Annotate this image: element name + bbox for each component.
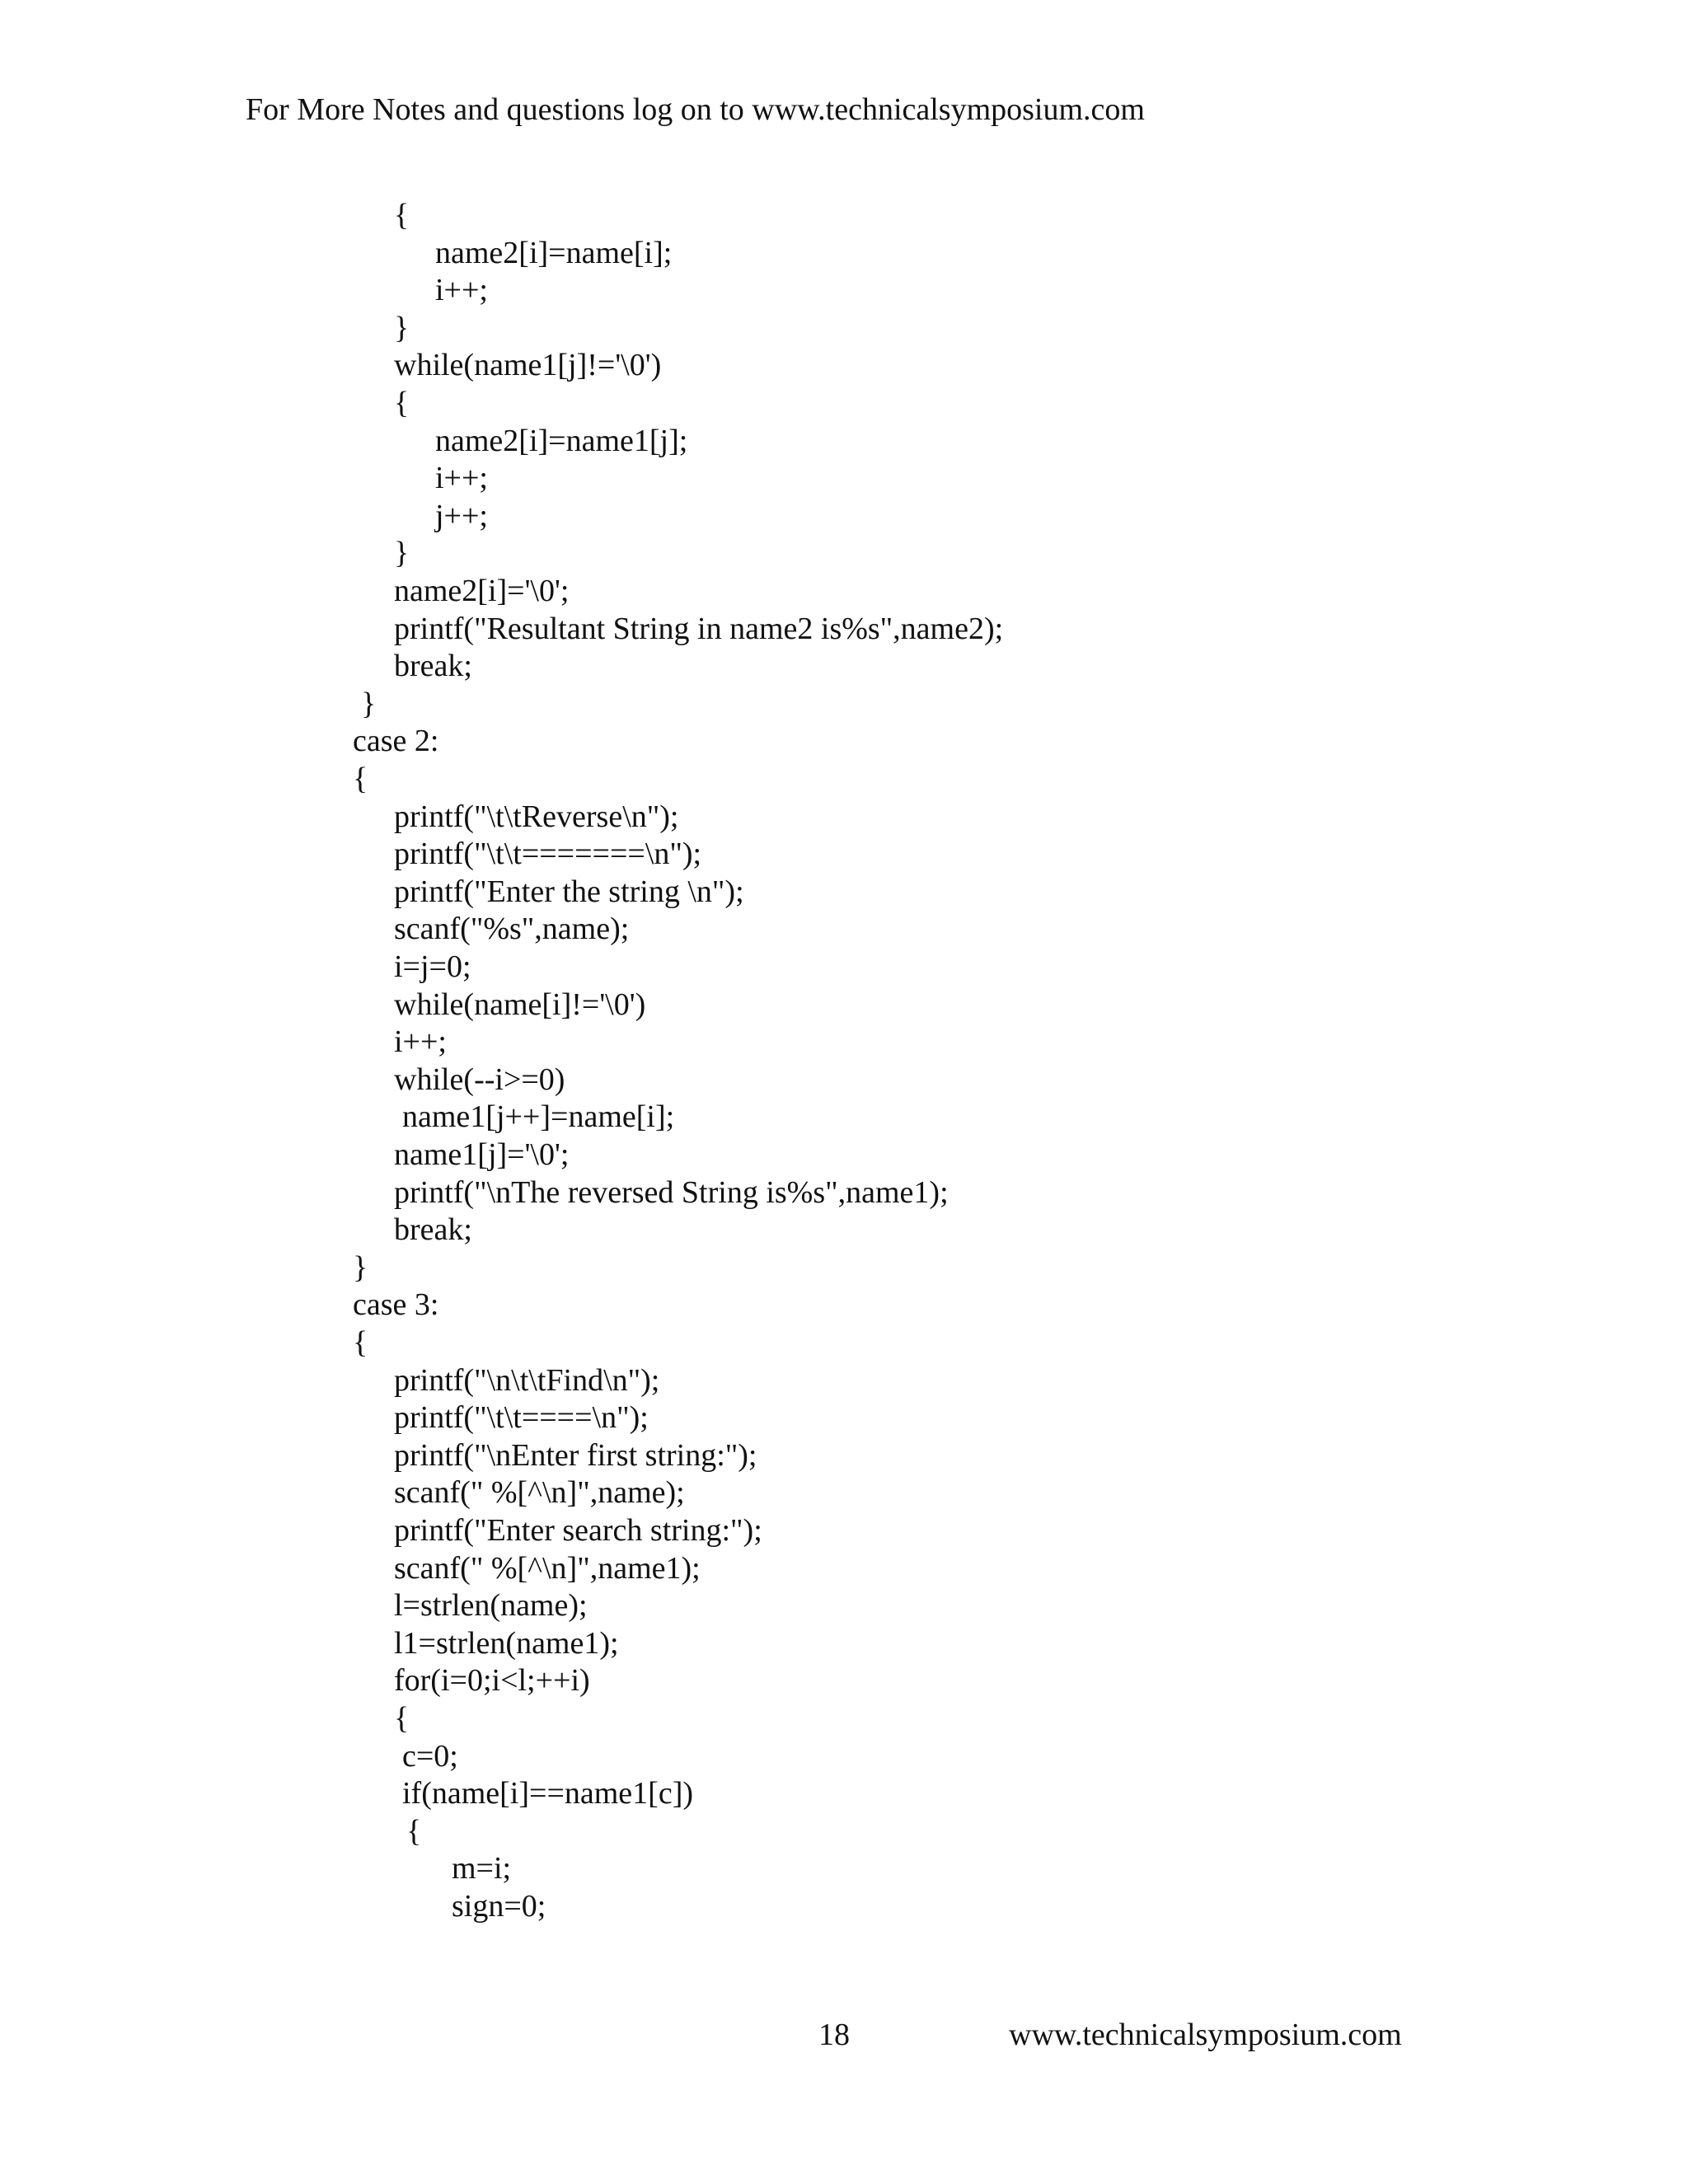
code-line: name1[j++]=name[i]; bbox=[402, 1099, 675, 1134]
code-line: name2[i]='\0'; bbox=[394, 574, 570, 608]
code-line: l=strlen(name); bbox=[394, 1588, 588, 1623]
code-line: name2[i]=name[i]; bbox=[435, 236, 673, 270]
code-line: name1[j]='\0'; bbox=[394, 1137, 570, 1172]
code-line: printf("Enter the string \n"); bbox=[394, 874, 744, 909]
code-line: while(name[i]!='\0') bbox=[394, 987, 646, 1022]
code-line: m=i; bbox=[452, 1851, 512, 1886]
code-line: i++; bbox=[435, 461, 488, 495]
code-line: { bbox=[353, 1325, 368, 1360]
code-line: scanf(" %[^\n]",name); bbox=[394, 1475, 685, 1510]
code-line: c=0; bbox=[402, 1739, 458, 1774]
code-line: while(name1[j]!='\0') bbox=[394, 348, 662, 382]
code-line: case 2: bbox=[353, 724, 439, 758]
code-line: printf("Enter search string:"); bbox=[394, 1513, 762, 1548]
code-line: i++; bbox=[394, 1024, 447, 1059]
code-line: { bbox=[353, 762, 368, 796]
page-header: For More Notes and questions log on to www.technicalsymposium.com bbox=[246, 92, 1145, 127]
code-line: printf("\nEnter first string:"); bbox=[394, 1438, 757, 1473]
code-line: scanf(" %[^\n]",name1); bbox=[394, 1551, 701, 1586]
code-line: { bbox=[394, 386, 410, 420]
code-line: } bbox=[361, 687, 377, 721]
code-line: { bbox=[394, 1701, 410, 1736]
code-line: if(name[i]==name1[c]) bbox=[402, 1776, 694, 1811]
code-line: { bbox=[406, 1814, 422, 1849]
code-line: } bbox=[394, 536, 410, 570]
code-line: case 3: bbox=[353, 1287, 439, 1322]
code-line: i++; bbox=[435, 273, 488, 307]
code-line: while(--i>=0) bbox=[394, 1062, 565, 1097]
code-line: } bbox=[394, 311, 410, 345]
code-line: l1=strlen(name1); bbox=[394, 1626, 619, 1661]
code-line: printf("\t\t=======\n"); bbox=[394, 837, 702, 871]
code-line: printf("\n\t\tFind\n"); bbox=[394, 1363, 660, 1398]
code-line: name2[i]=name1[j]; bbox=[435, 424, 688, 458]
code-line: printf("\t\tReverse\n"); bbox=[394, 799, 679, 834]
code-line: break; bbox=[394, 649, 472, 683]
code-line: scanf("%s",name); bbox=[394, 912, 630, 946]
code-line: i=j=0; bbox=[394, 949, 471, 984]
code-line: j++; bbox=[435, 499, 488, 533]
code-line: for(i=0;i<l;++i) bbox=[394, 1663, 590, 1698]
code-line: { bbox=[394, 198, 410, 232]
code-line: printf("Resultant String in name2 is%s",name2); bbox=[394, 612, 1004, 646]
code-line: printf("\t\t====\n"); bbox=[394, 1400, 649, 1435]
code-line: break; bbox=[394, 1212, 472, 1247]
page-number: 18 bbox=[818, 2018, 850, 2052]
code-line: } bbox=[353, 1250, 368, 1285]
footer-url: www.technicalsymposium.com bbox=[1009, 2018, 1402, 2052]
code-line: sign=0; bbox=[452, 1889, 546, 1924]
code-line: printf("\nThe reversed String is%s",name1); bbox=[394, 1175, 949, 1210]
